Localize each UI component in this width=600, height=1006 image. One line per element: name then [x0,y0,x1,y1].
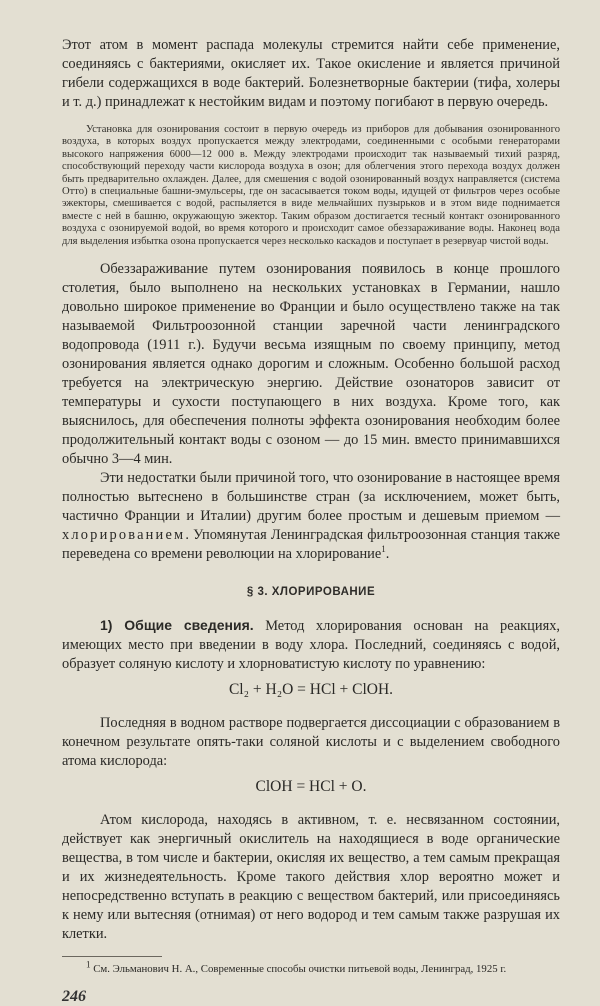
text-segment: . Упомянутая Ленинградская фильтроозонная станция также переведена со времени революции на хлорирование [62,527,560,563]
footnote-reference[interactable]: 1 [381,544,386,555]
paragraph-chlorination-intro [62,469,560,564]
text-segment: Метод хлорирования основан на реакциях, имеющих место при введении в воду хлора. Последний, соединяясь с водой, образует соляную кислоту и хлорноватистую кислоту по уравнению: [62,618,560,673]
paragraph-dissociation: Последняя в водном растворе подвергается диссоциации с образованием в конечном результате опять-таки соляной кислоты и с выделением свободного атома кислорода: [62,715,560,770]
section-heading: § 3. ХЛОРИРОВАНИЕ [246,586,376,599]
emphasized-term: хлорированием [62,527,186,544]
equation-hypochlorous: ClOH = HCl + O. [255,778,367,796]
text-segment: . [385,546,390,563]
note-ozonation-setup: Установка для озонирования состоит в первую очередь из приборов для добывания озонированного воздуха, в которых воздух пропускается между электродами, соединенными с особыми генераторами высокого напряжения 6000—12 000 в. Между электродами происходит так называемый тихий разряд, способствующий переходу части кислорода воздуха в озон; для облегчения этого перехода воздух должен быть предварительно охлажден. Далее, для смешения с водой озонированный воздух направляется (система Отто) в специальные башни-эмульсеры, где он засасывается током воды, идущей от фильтров через особые эжекторы, смешивается с водой, распыляется в виде мельчайших пузырьков и в этом виде поднимается вместе с ней в башню, окружающую эжектор. Таким образом достигается тесный контакт озонированного воздуха с озонируемой водой, во время которого и происходит самое обеззараживание воды. Наконец вода для выделения избытка озона пропускается через несколько каскадов и поступает в резервуар чистой воды. [62,124,560,247]
equation-chlorine-water: Cl₂ + H₂O = HCl + ClOH. [228,681,394,699]
footnote-mark: 1 [86,959,91,970]
paragraph-ozonation-history: Обеззараживание путем озонирования появилось в конце прошлого столетия, было выполнено на нескольких установках в Германии, нашло довольно широкое применение во Франции и было осуществлено также на так называемой Фильтроозонной станции заречной части ленинградского водопровода (1911 г.). Будучи весьма изящным по своему принципу, метод озонирования является однако дорогим и сложным. Особенно большой расход требуется на электрическую энергию. Действие озонаторов зависит от температуры и сухости поступающего в них воздуха. Кроме того, как выяснилось, для обеспечения полноты эффекта озонирования необходим более продолжительный контакт воды с озоном — до 15 мин. вместо принимавшихся обычно 3—4 мин. [62,261,560,468]
page-number: 246 [62,988,86,1006]
text-segment: Эти недостатки были причиной того, что озонирование в настоящее время полностью вытеснено в большинстве стран (за исключением, может быть, частично Франции и Италии) другим более простым и дешевым приемом — [62,470,560,525]
paragraph-ozone-atom: Этот атом в момент распада молекулы стремится найти себе применение, соединяясь с бактериями, окисляет их. Такое окисление и является причиной гибели содержащихся в воде бактерий. Болезнетворные бактерии (тифа, холеры и т. д.) принадлежат к нестойким видам и поэтому погибают в первую очередь. [62,37,560,110]
paragraph-general-info [62,616,560,674]
paragraph-oxygen-action: Атом кислорода, находясь в активном, т. е. несвязанном состоянии, действует как энергичный окислитель на находящиеся в воде органические вещества, в том числе и бактерии, окисляя их вещество, а тем самым прекращая и их жизнедеятельность. Кроме такого действия хлор вероятно может и непосредственно вступать в реакцию с веществом бактерий, или присоединяясь к нему или вытесняя (отнимая) от него водород и тем самым также разрушая их клетки. [62,812,560,943]
subsection-lead: 1) Общие сведения. [100,617,254,634]
footnote-text: См. Эльманович Н. А., Современные способы очистки питьевой воды, Ленинград, 1925 г. [93,963,507,976]
footnote-divider [62,956,162,957]
footnote [62,959,560,976]
